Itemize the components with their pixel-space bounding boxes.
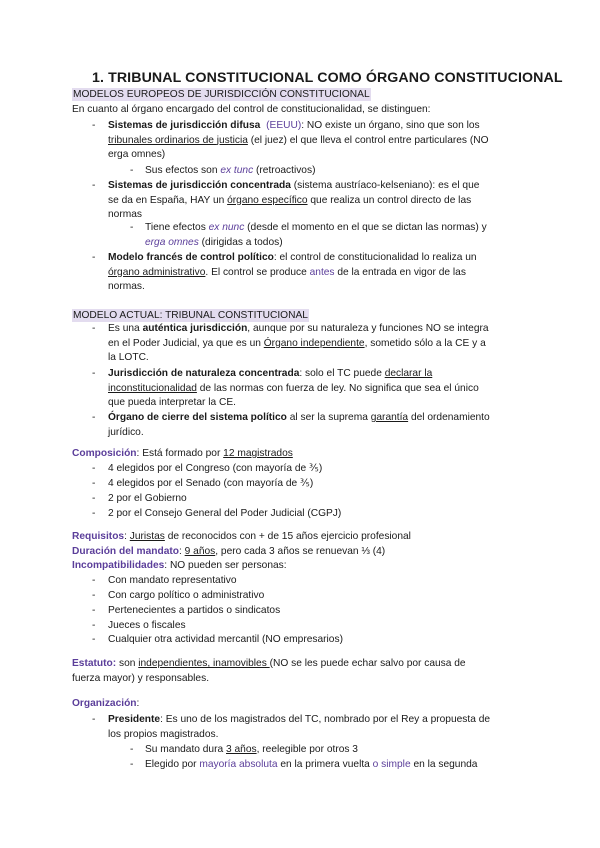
list-item: 2 por el Consejo General del Poder Judicial (CGPJ) <box>108 508 342 519</box>
list-item: 4 elegidos por el Congreso (con mayoría de ⅗) <box>108 463 323 474</box>
sub-bullet-dash: - <box>130 759 134 770</box>
item-presidente: Presidente: Es uno de los magistrados del TC, nombrado por el Rey a propuesta de los propios magistrados. <box>108 714 491 740</box>
organizacion-line: Organización: <box>72 698 140 709</box>
bullet-dash: - <box>92 412 96 423</box>
duracion-line: Duración del mandato: 9 años, pero cada 3 años se renuevan ⅓ (4) <box>72 546 386 557</box>
bullet-dash: - <box>92 605 96 616</box>
bullet-dash: - <box>92 493 96 504</box>
bullet-dash: - <box>92 575 96 586</box>
bullet-dash: - <box>92 463 96 474</box>
section-title-modelo-actual: MODELO ACTUAL: TRIBUNAL CONSTITUCIONAL <box>73 310 308 321</box>
requisitos-line: Requisitos: Juristas de reconocidos con + de 15 años ejercicio profesional <box>72 531 411 542</box>
sub-bullet-dash: - <box>130 744 134 755</box>
item-concentrada: Sistemas de jurisdicción concentrada (sistema austríaco-kelseniano): es el que se da en España, HAY un órgano específico que realiza un control directo de las normas <box>108 180 480 221</box>
list-item: Cualquier otra actividad mercantil (NO empresarios) <box>108 634 343 645</box>
sub-bullet-dash: - <box>130 222 134 233</box>
subitem-ex-tunc: Sus efectos son ex tunc (retroactivos) <box>145 165 316 176</box>
item-difusa: Sistemas de jurisdicción difusa (EEUU): NO existe un órgano, sino que son los tribunales ordinarios de justicia (el juez) el que lleva el control entre particulares (NO erga omnes) <box>108 120 489 161</box>
intro-paragraph: En cuanto al órgano encargado del control de constitucionalidad, se distinguen: <box>72 104 431 115</box>
subitem-eleccion: Elegido por mayoría absoluta en la primera vuelta o simple en la segunda <box>145 759 478 770</box>
estatuto-paragraph: Estatuto: son independientes, inamovibles (NO se les puede echar salvo por causa de fuerza mayor) y responsables. <box>72 658 466 684</box>
bullet-dash: - <box>92 714 96 725</box>
page-title: 1. TRIBUNAL CONSTITUCIONAL COMO ÓRGANO CONSTITUCIONAL <box>92 70 563 86</box>
section-title-modelos: MODELOS EUROPEOS DE JURISDICCIÓN CONSTITUCIONAL <box>73 89 370 100</box>
bullet-dash: - <box>92 620 96 631</box>
bullet-dash: - <box>92 478 96 489</box>
item-naturaleza-concentrada: Jurisdicción de naturaleza concentrada: solo el TC puede declarar la inconstitucionalidad de las normas con fuerza de ley. No significa que sea el único que pueda interpretar la CE. <box>108 368 479 409</box>
item-autentica-jurisdiccion: Es una auténtica jurisdicción, aunque por su naturaleza y funciones NO se integra en el Poder Judicial, ya que es un Órgano independiente, sometido sólo a la CE y a la LOTC. <box>108 323 489 364</box>
bullet-dash: - <box>92 180 96 191</box>
item-modelo-frances: Modelo francés de control político: el control de constitucionalidad lo realiza un órgano administrativo. El control se produce antes de la entrada en vigor de las normas. <box>108 252 477 293</box>
list-item: Pertenecientes a partidos o sindicatos <box>108 605 281 616</box>
bullet-dash: - <box>92 508 96 519</box>
bullet-dash: - <box>92 634 96 645</box>
incompatibilidades-line: Incompatibilidades: NO pueden ser personas: <box>72 560 287 571</box>
list-item: 4 elegidos por el Senado (con mayoría de ⅗) <box>108 478 314 489</box>
list-item: Con cargo político o administrativo <box>108 590 265 601</box>
bullet-dash: - <box>92 120 96 131</box>
bullet-dash: - <box>92 590 96 601</box>
list-item: Jueces o fiscales <box>108 620 186 631</box>
item-organo-cierre: Órgano de cierre del sistema político al ser la suprema garantía del ordenamiento jurídico. <box>108 412 490 438</box>
bullet-dash: - <box>92 252 96 263</box>
composicion-line: Composición: Está formado por 12 magistrados <box>72 448 293 459</box>
bullet-dash: - <box>92 368 96 379</box>
list-item: 2 por el Gobierno <box>108 493 187 504</box>
subitem-ex-nunc: Tiene efectos ex nunc (desde el momento en el que se dictan las normas) y erga omnes (dirigidas a todos) <box>145 222 487 248</box>
sub-bullet-dash: - <box>130 165 134 176</box>
bullet-dash: - <box>92 323 96 334</box>
list-item: Con mandato representativo <box>108 575 237 586</box>
subitem-mandato: Su mandato dura 3 años, reelegible por otros 3 <box>145 744 358 755</box>
